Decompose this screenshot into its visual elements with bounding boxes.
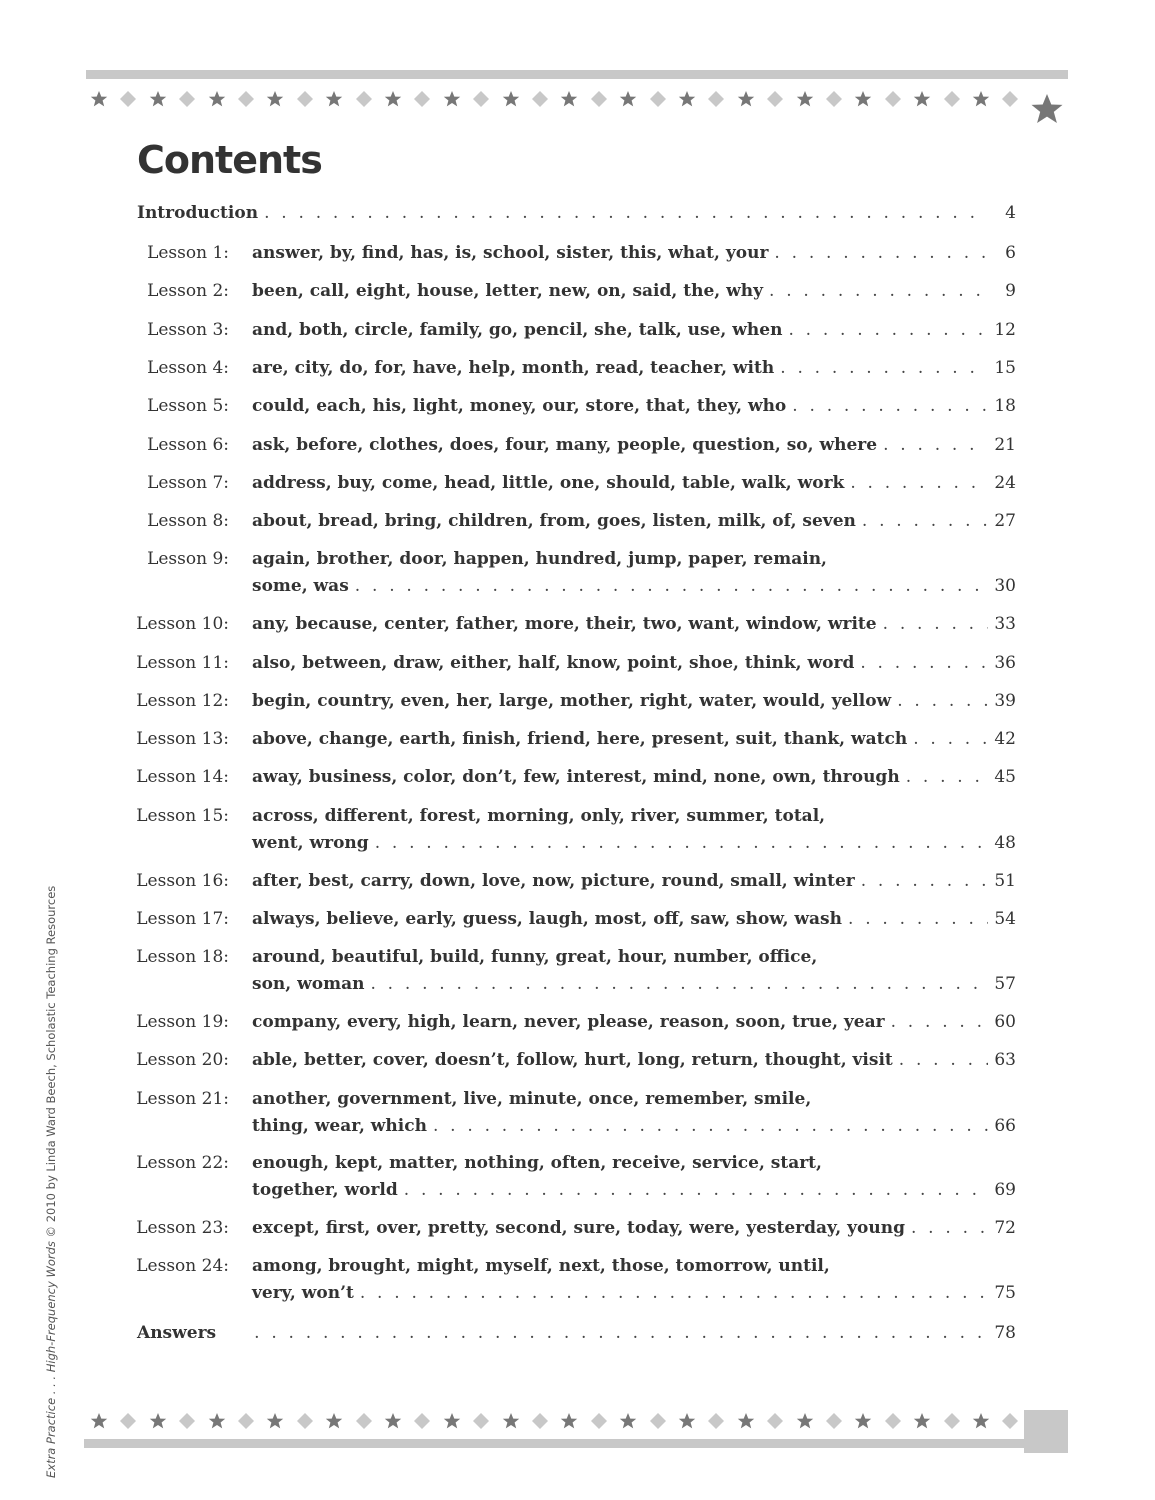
toc-line — [252, 1153, 1016, 1173]
lesson-label: Lesson 24: — [136, 1256, 229, 1277]
page-number: 72 — [994, 1218, 1016, 1239]
lesson-label: Lesson 12: — [136, 690, 229, 711]
toc-words: Answers — [137, 1323, 217, 1343]
lesson-label: Lesson 14: — [136, 767, 229, 788]
page-number: 75 — [994, 1283, 1016, 1304]
toc-line — [252, 1283, 1016, 1303]
dot-leader — [769, 281, 988, 301]
page-number: 36 — [994, 652, 1016, 673]
dot-leader — [883, 614, 988, 634]
page-number: 42 — [994, 729, 1016, 750]
toc-words: begin, country, even, her, large, mother, right, water, would, yellow — [252, 690, 892, 711]
page-number: 27 — [994, 511, 1016, 532]
toc-words: went, wrong — [252, 832, 369, 853]
toc-line — [252, 691, 1016, 711]
diamond-icon — [529, 1410, 551, 1432]
diamond-icon — [294, 1410, 316, 1432]
lesson-label: Lesson 5: — [147, 396, 229, 417]
toc-line — [252, 871, 1016, 891]
diamond-icon — [941, 1410, 963, 1432]
toc-words: address, buy, come, head, little, one, should, table, walk, work — [252, 472, 845, 493]
toc-line — [252, 1050, 1016, 1070]
dot-leader — [360, 1283, 988, 1303]
dot-leader — [780, 358, 988, 378]
toc-line — [252, 511, 1016, 531]
toc-words: Introduction — [137, 203, 259, 223]
toc-words: son, woman — [252, 974, 365, 995]
toc-line — [252, 767, 1016, 787]
toc-words: some, was — [252, 576, 349, 597]
page-number: 24 — [994, 472, 1016, 493]
page-number: 21 — [994, 434, 1016, 455]
toc-line — [252, 435, 1016, 455]
toc-line — [252, 833, 1016, 853]
toc-line — [252, 1116, 1016, 1136]
diamond-icon — [117, 1410, 139, 1432]
diamond-icon — [764, 1410, 786, 1432]
toc-words: answer, by, find, has, is, school, sister, this, what, your — [252, 243, 769, 263]
star-icon — [500, 1410, 522, 1432]
toc-words: among, brought, might, myself, next, those, tomorrow, until, — [252, 1256, 830, 1277]
toc-line — [252, 974, 1016, 994]
lesson-label: Lesson 9: — [147, 549, 229, 570]
page-number: 60 — [994, 1011, 1016, 1032]
toc-line — [252, 1012, 1016, 1032]
star-icon — [617, 1410, 639, 1432]
toc-line — [252, 396, 1016, 416]
toc-words: above, change, earth, finish, friend, here, present, suit, thank, watch — [252, 729, 908, 750]
page-title: Contents — [137, 138, 322, 182]
side-credit-title: Extra Practice . . . High-Frequency Words — [44, 1241, 58, 1478]
page-number: 18 — [994, 396, 1016, 417]
star-icon — [88, 1410, 110, 1432]
toc-line — [252, 653, 1016, 673]
dot-leader — [375, 833, 988, 853]
dot-leader — [788, 320, 988, 340]
dot-leader — [850, 473, 988, 493]
diamond-icon — [705, 1410, 727, 1432]
toc-line — [252, 1089, 1016, 1109]
page-number: 66 — [994, 1115, 1016, 1136]
lesson-label: Lesson 2: — [147, 281, 229, 302]
dot-leader — [883, 435, 988, 455]
diamond-icon — [353, 1410, 375, 1432]
toc-line — [252, 473, 1016, 493]
lesson-label: Lesson 11: — [136, 652, 229, 673]
page-number: 51 — [994, 870, 1016, 891]
toc-line — [252, 947, 1016, 967]
page-number: 39 — [994, 690, 1016, 711]
lesson-label: Lesson 13: — [136, 729, 229, 750]
diamond-icon — [235, 1410, 257, 1432]
lesson-label: Lesson 8: — [147, 511, 229, 532]
star-icon — [264, 1410, 286, 1432]
dot-leader — [254, 1323, 988, 1343]
dot-leader — [862, 511, 988, 531]
diamond-icon — [411, 1410, 433, 1432]
diamond-icon — [470, 1410, 492, 1432]
dot-leader — [891, 1012, 988, 1032]
page-number: 48 — [994, 832, 1016, 853]
lesson-label: Lesson 15: — [136, 805, 229, 826]
page-number: 30 — [994, 576, 1016, 597]
star-icon — [323, 1410, 345, 1432]
page-number: 9 — [1005, 281, 1016, 302]
toc-words: always, believe, early, guess, laugh, most, off, saw, show, wash — [252, 908, 842, 929]
page-number: 78 — [994, 1323, 1016, 1343]
dot-leader — [897, 691, 988, 711]
toc-words: except, first, over, pretty, second, sure, today, were, yesterday, young — [252, 1218, 905, 1239]
page-number: 4 — [1005, 203, 1016, 223]
diamond-icon — [647, 1410, 669, 1432]
star-icon — [852, 1410, 874, 1432]
diamond-icon — [176, 1410, 198, 1432]
dot-leader — [264, 203, 988, 223]
page-number: 6 — [1005, 243, 1016, 263]
toc-words: across, different, forest, morning, only, river, summer, total, — [252, 805, 826, 826]
toc-line — [252, 243, 1016, 263]
bottom-border-bar — [84, 1439, 1030, 1448]
lesson-label: Lesson 6: — [147, 434, 229, 455]
diamond-icon — [588, 1410, 610, 1432]
lesson-label: Lesson 1: — [147, 243, 229, 263]
dot-leader — [404, 1180, 988, 1200]
toc-words: and, both, circle, family, go, pencil, she, talk, use, when — [252, 319, 783, 340]
lesson-label: Lesson 3: — [147, 319, 229, 340]
toc-line — [252, 806, 1016, 826]
dot-leader — [370, 974, 988, 994]
toc-words: about, bread, bring, children, from, goes, listen, milk, of, seven — [252, 511, 856, 532]
diamond-icon — [882, 1410, 904, 1432]
dot-leader — [433, 1116, 988, 1136]
side-credit-copyright: © 2010 by Linda Ward Beech, Scholastic Teaching Resources — [44, 885, 58, 1242]
dot-leader — [860, 653, 988, 673]
toc-words: around, beautiful, build, funny, great, hour, number, office, — [252, 947, 818, 968]
star-icon — [735, 1410, 757, 1432]
toc-words: been, call, eight, house, letter, new, on, said, the, why — [252, 281, 763, 302]
toc-words: thing, wear, which — [252, 1115, 427, 1136]
toc-line — [252, 320, 1016, 340]
toc-words: ask, before, clothes, does, four, many, people, question, so, where — [252, 434, 878, 455]
toc-words: enough, kept, matter, nothing, often, receive, service, start, — [252, 1153, 822, 1174]
toc-words: together, world — [252, 1180, 398, 1201]
dot-leader — [899, 1050, 988, 1070]
toc-line — [137, 1323, 1016, 1343]
page-number: 63 — [994, 1050, 1016, 1071]
toc-line — [252, 729, 1016, 749]
lesson-label: Lesson 16: — [136, 870, 229, 891]
toc-words: could, each, his, light, money, our, store, that, they, who — [252, 396, 787, 417]
toc-words: also, between, draw, either, half, know, point, shoe, think, word — [252, 652, 855, 673]
lesson-label: Lesson 4: — [147, 357, 229, 378]
toc-line — [252, 576, 1016, 596]
page-number: 57 — [994, 974, 1016, 995]
toc-line — [252, 549, 1016, 569]
lesson-label: Lesson 20: — [136, 1050, 229, 1071]
star-icon — [206, 1410, 228, 1432]
toc-line — [252, 281, 1016, 301]
toc-line — [137, 203, 1016, 223]
toc-words: are, city, do, for, have, help, month, read, teacher, with — [252, 357, 775, 378]
toc-line — [252, 614, 1016, 634]
dot-leader — [792, 396, 988, 416]
lesson-label: Lesson 10: — [136, 614, 229, 635]
lesson-label: Lesson 18: — [136, 947, 229, 968]
side-credit — [44, 886, 58, 1478]
toc-words: another, government, live, minute, once, remember, smile, — [252, 1088, 812, 1109]
toc-line — [252, 1256, 1016, 1276]
toc-words: after, best, carry, down, love, now, picture, round, small, winter — [252, 870, 855, 891]
lesson-label: Lesson 23: — [136, 1218, 229, 1239]
dot-leader — [774, 243, 988, 263]
toc-line — [252, 1218, 1016, 1238]
lesson-label: Lesson 21: — [136, 1088, 229, 1109]
toc-words: again, brother, door, happen, hundred, jump, paper, remain, — [252, 549, 827, 570]
diamond-icon — [999, 1410, 1021, 1432]
star-icon — [676, 1410, 698, 1432]
bottom-decoration-row — [88, 1410, 1028, 1432]
page-corner-box — [1024, 1410, 1068, 1453]
lesson-label: Lesson 19: — [136, 1011, 229, 1032]
toc-line — [252, 1180, 1016, 1200]
star-icon — [970, 1410, 992, 1432]
dot-leader — [848, 909, 988, 929]
star-icon — [382, 1410, 404, 1432]
toc-words: company, every, high, learn, never, please, reason, soon, true, year — [252, 1011, 885, 1032]
page-number: 12 — [994, 319, 1016, 340]
star-icon — [558, 1410, 580, 1432]
page-number: 15 — [994, 357, 1016, 378]
toc-line — [252, 909, 1016, 929]
star-icon — [794, 1410, 816, 1432]
lesson-label: Lesson 17: — [136, 908, 229, 929]
toc-words: very, won’t — [252, 1283, 354, 1304]
dot-leader — [861, 871, 988, 891]
toc-words: any, because, center, father, more, their, two, want, window, write — [252, 614, 877, 635]
toc-line — [252, 358, 1016, 378]
page-number: 45 — [994, 767, 1016, 788]
dot-leader — [913, 729, 988, 749]
star-icon — [911, 1410, 933, 1432]
lesson-label: Lesson 22: — [136, 1153, 229, 1174]
dot-leader — [906, 767, 988, 787]
toc-words: able, better, cover, doesn’t, follow, hurt, long, return, thought, visit — [252, 1050, 893, 1071]
page-number: 54 — [994, 908, 1016, 929]
diamond-icon — [823, 1410, 845, 1432]
dot-leader — [355, 576, 988, 596]
star-icon — [147, 1410, 169, 1432]
page-number: 69 — [994, 1180, 1016, 1201]
dot-leader — [911, 1218, 988, 1238]
toc-words: away, business, color, don’t, few, interest, mind, none, own, through — [252, 767, 900, 788]
lesson-label: Lesson 7: — [147, 472, 229, 493]
star-icon — [441, 1410, 463, 1432]
page-number: 33 — [994, 614, 1016, 635]
